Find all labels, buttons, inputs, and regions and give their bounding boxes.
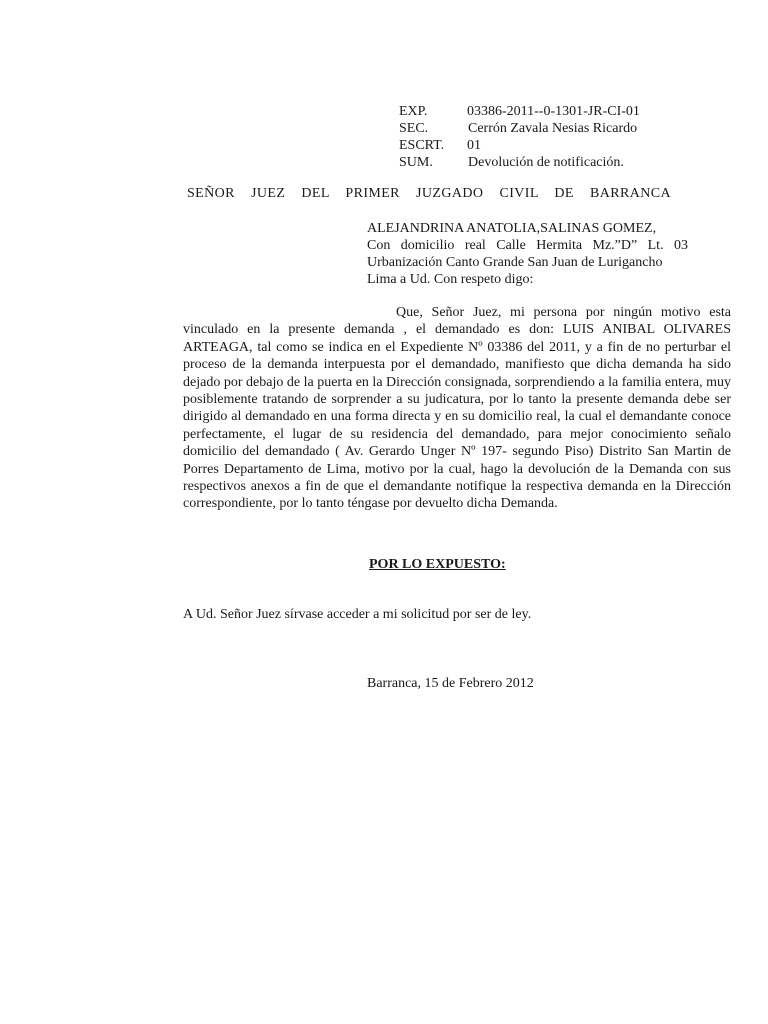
party-address: Con domicilio real Calle Hermita Mz.”D” Lt. 03 (367, 238, 688, 253)
sum-label: SUM. (399, 155, 433, 170)
exp-value: 03386-2011--0-1301-JR-CI-01 (467, 104, 640, 119)
exp-label: EXP. (399, 104, 428, 119)
party-urbanization: Urbanización Canto Grande San Juan de Lurigancho (367, 255, 663, 270)
party-greeting: Lima a Ud. Con respeto digo: (367, 272, 534, 287)
sum-value: Devolución de notificación. (468, 155, 624, 170)
escrt-value: 01 (467, 138, 481, 153)
sec-value: Cerrón Zavala Nesias Ricardo (468, 121, 638, 136)
sec-label: SEC. (399, 121, 429, 136)
place-date: Barranca, 15 de Febrero 2012 (367, 676, 534, 691)
request-line: A Ud. Señor Juez sírvase acceder a mi solicitud por ser de ley. (183, 607, 532, 622)
party-block (367, 220, 688, 288)
addressee-line: SEÑOR JUEZ DEL PRIMER JUZGADO CIVIL DE BARRANCA (187, 186, 671, 201)
body-paragraph-container (183, 304, 731, 513)
body-paragraph: Que, Señor Juez, mi persona por ningún motivo esta vinculado en la presente demanda , el demandado es don: LUIS ANIBAL OLIVARES ARTEAGA, tal como se indica en el Expediente Nº 03386 del 2011, y a fin de no perturbar el proceso de la demanda interpuesta por el demandado, manifiesto que dicha demanda ha sido dejado por debajo de la puerta en la Dirección consignada, sorprendiendo a la familia entera, muy posiblemente tratando de sorprender a su judicatura, por lo tanto la presente demanda debe ser dirigido al demandado en una forma directa y en su domicilio real, la cual el demandante conoce perfectamente, el lugar de su residencia del demandado, para mejor conocimiento señalo domicilio del demandado ( Av. Gerardo Unger Nº 197- segundo Piso) Distrito San Martin de Porres Departamento de Lima, motivo por la cual, hago la devolución de la Demanda con sus respectivos anexos a fin de que el demandante notifique la respectiva demanda en la Dirección correspondiente, por lo tanto téngase por devuelto dicha Demanda. (183, 305, 731, 512)
party-name: ALEJANDRINA ANATOLIA,SALINAS GOMEZ, (367, 221, 657, 236)
section-heading: POR LO EXPUESTO: (369, 557, 506, 572)
escrt-label: ESCRT. (399, 138, 445, 153)
